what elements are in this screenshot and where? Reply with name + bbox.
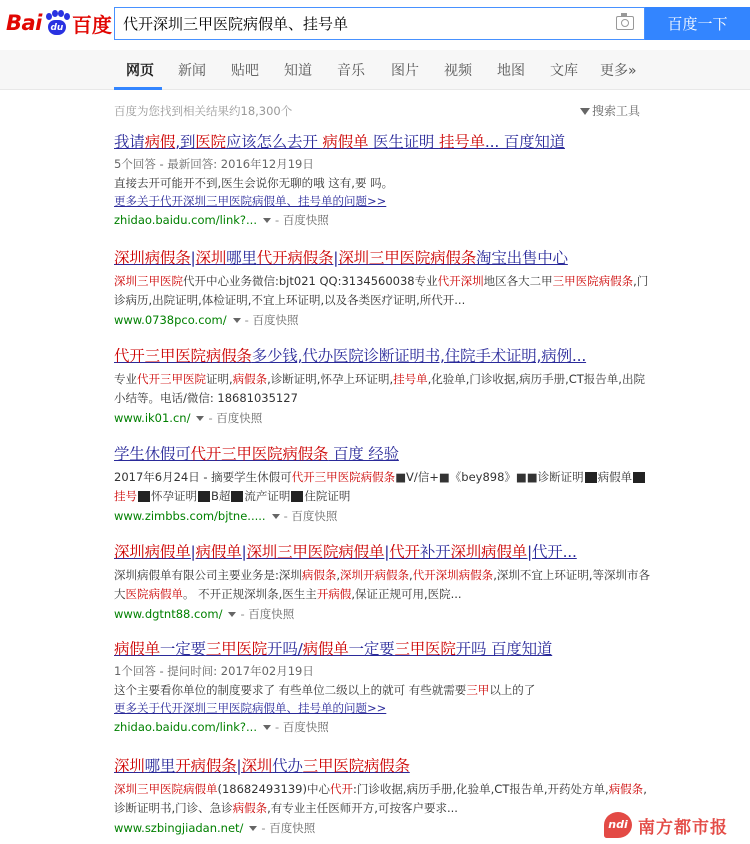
text-segment: 开吗/ [267, 640, 303, 658]
search-result [114, 639, 654, 736]
keyword-highlight: 病假 [144, 133, 176, 151]
result-abstract [114, 681, 654, 700]
result-url-line: www.szbingjiadan.net/ - 百度快照 [114, 821, 316, 835]
text-segment: ,诊断证明书,门诊、急诊 [114, 782, 647, 815]
watermark [604, 812, 728, 838]
keyword-highlight: 深圳开病假条 [340, 568, 410, 582]
redaction-block [198, 491, 210, 502]
tab-zhidao[interactable]: 知道 [284, 63, 312, 79]
result-abstract [114, 780, 654, 818]
result-url[interactable]: www.szbingjiadan.net/ [114, 821, 244, 835]
url-dropdown-icon[interactable] [228, 612, 236, 617]
keyword-highlight: 挂号 [114, 489, 137, 503]
text-segment: 证明, [206, 372, 233, 386]
result-abstract [114, 272, 654, 310]
tab-wenku[interactable]: 文库 [550, 63, 578, 79]
text-segment: 病假单 [597, 470, 633, 484]
active-tab-indicator [114, 87, 162, 90]
text-segment: B超 [211, 489, 231, 503]
search-result [114, 248, 654, 329]
result-url-line: www.ik01.cn/ - 百度快照 [114, 411, 263, 425]
baidu-logo[interactable] [6, 8, 112, 38]
text-segment: 这个主要看你单位的制度要求了 有些单位二级以上的就可 有些就需要 [114, 683, 467, 697]
text-segment: | [333, 249, 339, 267]
text-segment: 淘宝出售中心 [476, 249, 568, 267]
watermark-text: 南方都市报 [638, 817, 728, 838]
result-abstract [114, 370, 654, 408]
text-segment: 开吗 百度知道 [455, 640, 553, 658]
keyword-highlight: 病假条 [232, 372, 268, 386]
logo-du-text: 百度 [71, 12, 112, 37]
keyword-highlight: 挂号单 [393, 372, 428, 386]
url-dropdown-icon[interactable] [263, 218, 271, 223]
url-dropdown-icon[interactable] [196, 416, 204, 421]
search-input[interactable] [115, 8, 605, 39]
text-segment: 以上的了 [489, 683, 536, 697]
keyword-highlight: 开病假条 [175, 757, 237, 775]
keyword-highlight: 病假单 [114, 640, 160, 658]
url-dropdown-icon[interactable] [272, 514, 280, 519]
keyword-highlight: 深圳 [241, 757, 273, 775]
text-segment: 我请 [114, 133, 145, 151]
keyword-highlight: 医院病假单 [125, 587, 183, 601]
result-title-link[interactable] [114, 756, 654, 776]
text-segment: 多少钱,代办医院诊断证明书,住院手术证明,病例... [251, 347, 587, 365]
text-segment: 哪里 [144, 757, 176, 775]
keyword-highlight: 深圳 [195, 249, 227, 267]
header [0, 0, 750, 50]
text-segment: ,到 [175, 133, 196, 151]
keyword-highlight: 深圳病假单 [114, 543, 191, 561]
result-meta: 1个回答 - 提问时间: 2017年02月19日 [114, 664, 314, 678]
logo-paw-text: du [48, 20, 66, 35]
redaction-block [291, 491, 303, 502]
keyword-highlight: 三甲医院 [394, 640, 456, 658]
url-dropdown-icon[interactable] [249, 826, 257, 831]
url-dropdown-icon[interactable] [263, 725, 271, 730]
text-segment: 怀孕证明 [151, 489, 197, 503]
keyword-highlight: 代开深圳 [437, 274, 484, 288]
result-abstract [114, 468, 654, 506]
text-segment: | [190, 543, 196, 561]
search-result [114, 542, 654, 623]
tab-map[interactable]: 地图 [497, 63, 525, 79]
result-url[interactable]: zhidao.baidu.com/link?... [114, 720, 257, 734]
text-segment: ,有专业主任医师开方,可按客户要求... [267, 801, 458, 815]
keyword-highlight: 挂号单 [438, 133, 485, 151]
text-segment: | [236, 757, 242, 775]
search-tools-button[interactable] [580, 102, 640, 119]
paw-icon [43, 10, 71, 36]
text-segment: ,保证正规可用,医院... [351, 587, 462, 601]
cache-link[interactable]: 百度快照 [269, 821, 316, 835]
tab-web[interactable]: 网页 [126, 63, 154, 79]
keyword-highlight: 病假单 [322, 133, 369, 151]
text-segment: 代开中心业务微信:bjt021 QQ:3134560038专业 [183, 274, 438, 288]
search-result [114, 346, 654, 427]
text-segment: | [384, 543, 390, 561]
search-result [114, 444, 654, 525]
result-title-link[interactable] [114, 542, 654, 562]
keyword-highlight: 三甲医院 [552, 274, 599, 288]
tab-video[interactable]: 视频 [444, 63, 472, 79]
keyword-highlight: 病假单 [195, 543, 242, 561]
text-segment: , [336, 568, 341, 582]
keyword-highlight: 病假单 [302, 640, 349, 658]
tab-images[interactable]: 图片 [391, 63, 419, 79]
cache-link[interactable]: 百度快照 [291, 509, 338, 523]
text-segment: 2017年6月24日 - 摘要学生休假可 [114, 470, 292, 484]
keyword-highlight: 病假条 [608, 782, 644, 796]
cache-link[interactable]: 百度快照 [248, 607, 295, 621]
text-segment: 补开 [419, 543, 451, 561]
keyword-highlight: 深圳 [114, 757, 145, 775]
result-url-line: zhidao.baidu.com/link?... - 百度快照 [114, 720, 329, 734]
redaction-block [585, 472, 597, 483]
keyword-highlight: 深圳三甲医院病假单 [114, 782, 218, 796]
result-url-line: www.zimbbs.com/bjtne..... - 百度快照 [114, 509, 338, 523]
logo-bai-text: Bai [6, 11, 42, 35]
text-segment: |代开... [526, 543, 577, 561]
result-url[interactable]: www.dgtnt88.com/ [114, 607, 223, 621]
result-url[interactable]: zhidao.baidu.com/link?... [114, 213, 257, 227]
keyword-highlight: 病假条 [598, 274, 634, 288]
search-result [114, 756, 654, 837]
result-count: 百度为您找到相关结果约18,300个 [114, 104, 293, 118]
result-title-link[interactable] [114, 444, 654, 464]
keyword-highlight: 代开 [389, 543, 420, 561]
keyword-highlight: 代开三甲医院病假条 [190, 445, 329, 463]
text-segment: | [190, 249, 196, 267]
keyword-highlight: 代开病假条 [256, 249, 334, 267]
camera-icon[interactable] [616, 16, 634, 30]
keyword-highlight: 三甲医院病假条 [302, 757, 410, 775]
more-questions-link[interactable]: 更多关于代开深圳三甲医院病假单、挂号单的问题>> [114, 701, 387, 715]
keyword-highlight: 深圳三甲医院病假条 [338, 249, 477, 267]
text-segment: 流产证明 [244, 489, 291, 503]
text-segment: 学生休假可 [114, 445, 191, 463]
text-segment: 深圳病假单有限公司主要业务是:深圳 [114, 568, 302, 582]
keyword-highlight: 代开三甲医院病假条 [291, 470, 396, 484]
keyword-highlight: 三甲医院 [205, 640, 268, 658]
result-title-link[interactable] [114, 639, 654, 659]
redaction-block [231, 491, 243, 502]
result-url[interactable]: www.ik01.cn/ [114, 411, 191, 425]
search-tabs [0, 50, 750, 90]
text-segment: ,门诊病历,出院证明,体检证明,不宜上环证明,以及各类医疗证明,所代开... [114, 274, 649, 307]
cache-link[interactable]: 百度快照 [252, 313, 299, 327]
keyword-highlight: 病假条 [301, 568, 337, 582]
more-questions-link[interactable]: 更多关于代开深圳三甲医院病假单、挂号单的问题>> [114, 194, 387, 208]
redaction-block [633, 472, 645, 483]
text-segment: :门诊收据,病历手册,化验单,CT报告单,开药处方单, [352, 782, 609, 796]
tab-music[interactable]: 音乐 [337, 63, 365, 79]
tab-news[interactable]: 新闻 [178, 63, 206, 79]
result-title-link[interactable] [114, 248, 654, 268]
text-segment: 代办 [272, 757, 303, 775]
text-segment: 直接去开可能开不到,医生会说你无聊的哦 这有,要 吗。 [114, 176, 394, 190]
redaction-block [138, 491, 150, 502]
cache-link[interactable]: 百度快照 [282, 720, 329, 734]
text-segment: , [409, 568, 413, 582]
text-segment: 哪里 [226, 249, 257, 267]
result-url-line: www.0738pco.com/ - 百度快照 [114, 313, 299, 327]
result-title-link[interactable] [114, 346, 654, 366]
result-url[interactable]: www.0738pco.com/ [114, 313, 227, 327]
text-segment: | [241, 543, 247, 561]
keyword-highlight: 代开三甲医院 [137, 372, 206, 386]
keyword-highlight: 三甲 [466, 683, 490, 697]
text-segment: ,化验单,门诊收据,病历手册,CT报告单,出院小结等。电话/微信: 18681035127 [114, 372, 645, 405]
keyword-highlight: 深圳病假单 [450, 543, 527, 561]
cache-link[interactable]: 百度快照 [216, 411, 263, 425]
result-url-line: zhidao.baidu.com/link?... - 百度快照 [114, 213, 329, 227]
text-segment: 百度 经验 [328, 445, 399, 463]
text-segment: 一定要 [348, 640, 395, 658]
result-meta: 5个回答 - 最新回答: 2016年12月19日 [114, 157, 314, 171]
tab-tieba[interactable]: 贴吧 [231, 63, 259, 79]
search-result [114, 132, 654, 229]
keyword-highlight: 深圳三甲医院病假单 [246, 543, 385, 561]
tab-more[interactable]: 更多» [600, 63, 637, 79]
result-abstract [114, 566, 654, 604]
funnel-icon [580, 108, 590, 115]
keyword-highlight: 深圳病假条 [114, 249, 191, 267]
text-segment: ,深圳不宜上环证明,等深圳市各大 [114, 568, 650, 601]
text-segment: 地区各大二甲 [483, 274, 553, 288]
result-abstract [114, 174, 654, 193]
keyword-highlight: 开病假 [316, 587, 352, 601]
keyword-highlight: 代开三甲医院病假条 [114, 347, 252, 365]
search-tools-label: 搜索工具 [592, 104, 641, 118]
keyword-highlight: 病假条 [232, 801, 268, 815]
keyword-highlight: 深圳三甲医院 [114, 274, 183, 288]
text-segment: 应该怎么去开 [225, 133, 323, 151]
text-segment: ■V/信+■《bey898》■■诊断证明 [395, 470, 584, 484]
result-url[interactable]: www.zimbbs.com/bjtne..... [114, 509, 266, 523]
search-box [114, 7, 645, 40]
newspaper-logo-icon: ndi [604, 812, 632, 838]
text-segment: 住院证明 [304, 489, 351, 503]
keyword-highlight: 代开 [329, 782, 353, 796]
text-segment: (18682493139)中心 [217, 782, 330, 796]
result-title-link[interactable] [114, 132, 654, 152]
text-segment: 。 不开正规深圳条,医生主 [183, 587, 317, 601]
cache-link[interactable]: 百度快照 [282, 213, 329, 227]
text-segment: 医生证明 [368, 133, 439, 151]
text-segment: 专业 [114, 372, 137, 386]
result-url-line: www.dgtnt88.com/ - 百度快照 [114, 607, 295, 621]
keyword-highlight: 代开深圳病假条 [412, 568, 494, 582]
text-segment: ... 百度知道 [484, 133, 565, 151]
keyword-highlight: 医院 [195, 133, 226, 151]
text-segment: ,诊断证明,怀孕上环证明, [267, 372, 394, 386]
text-segment: 一定要 [159, 640, 206, 658]
search-button[interactable]: 百度一下 [645, 7, 750, 40]
url-dropdown-icon[interactable] [233, 318, 241, 323]
